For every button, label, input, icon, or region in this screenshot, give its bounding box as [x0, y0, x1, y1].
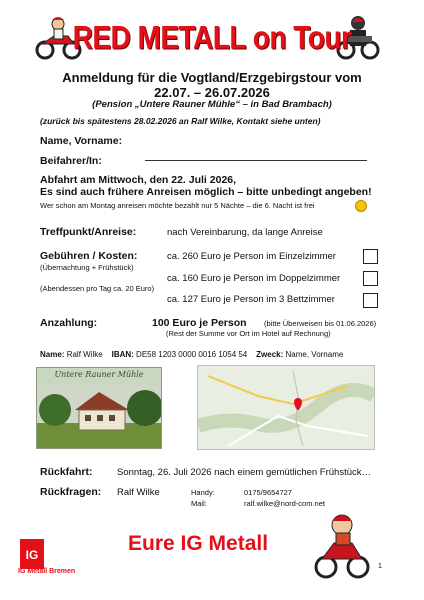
montag-note: Wer schon am Montag anreisen möchte bezahlt nur 5 Nächte – die 6. Nacht ist frei [40, 201, 315, 210]
name-label: Name, Vorname: [40, 135, 123, 147]
rueckfahrt-label: Rückfahrt: [40, 466, 93, 478]
footer-slogan: Eure IG Metall [128, 532, 269, 555]
price-3-bettzimmer: ca. 127 Euro je Person im 3 Bettzimmer [167, 294, 335, 305]
bank-name-value: Ralf Wilke [66, 350, 103, 359]
abfahrt-line-1: Abfahrt am Mittwoch, den 22. Juli 2026, [40, 174, 237, 186]
abendessen-note: (Abendessen pro Tag ca. 20 Euro) [40, 284, 155, 293]
handy-label: Handy: [191, 488, 215, 497]
pension-photo [36, 367, 162, 449]
iban-label: IBAN: [111, 350, 134, 359]
anzahlung-note: (bitte Überweisen bis 01.06.2026) [264, 319, 377, 328]
heading-line-1: Anmeldung für die Vogtland/Erzgebirgstour vom [62, 70, 362, 85]
gebuehren-label: Gebühren / Kosten: [40, 250, 138, 262]
price-einzelzimmer: ca. 260 Euro je Person im Einzelzimmer [167, 251, 336, 262]
zweck-label: Zweck: [256, 350, 284, 359]
beifahrer-label: Beifahrer/In: [40, 155, 102, 167]
rest-note: (Rest der Summe vor Ort im Hotel auf Rechnung) [166, 329, 331, 338]
rueckfahrt-value: Sonntag, 26. Juli 2026 nach einem gemütlichen Frühstück… [117, 467, 372, 478]
mail-value[interactable]: ralf.wilke@nord-com.net [244, 499, 325, 508]
gebuehren-sub: (Übernachtung + Frühstück) [40, 263, 134, 272]
photo-caption: Untere Rauner Mühle [54, 370, 144, 379]
smiley-icon [355, 200, 367, 212]
einzelzimmer-checkbox[interactable] [363, 249, 378, 264]
ig-metall-logo [18, 537, 114, 582]
treffpunkt-label: Treffpunkt/Anreise: [40, 226, 137, 238]
beifahrer-input-line[interactable] [145, 160, 367, 161]
3-bettzimmer-checkbox[interactable] [363, 293, 378, 308]
doppelzimmer-checkbox[interactable] [363, 271, 378, 286]
anzahlung-label: Anzahlung: [40, 317, 98, 329]
bank-details [40, 350, 343, 359]
price-doppelzimmer: ca. 160 Euro je Person im Doppelzimmer [167, 273, 341, 284]
ig-logo-text: IG Metall Bremen [18, 568, 76, 575]
heading-line-2: 22.07. – 26.07.2026 [154, 85, 270, 100]
abfahrt-line-2: Es sind auch frühere Anreisen möglich – bitte unbedingt angeben! [40, 186, 372, 198]
route-map [197, 365, 375, 450]
zweck-value: Name, Vorname [285, 350, 344, 359]
treffpunkt-value: nach Vereinbarung, da lange Anreise [167, 227, 323, 238]
mail-label: Mail: [191, 499, 207, 508]
bank-name-label: Name: [40, 350, 65, 359]
anzahlung-value: 100 Euro je Person [152, 317, 247, 329]
svg-text:IG: IG [25, 548, 39, 562]
page-title: RED METALL on Tour [72, 19, 352, 56]
rueckfragen-name: Ralf Wilke [117, 487, 160, 498]
biker-cartoon-footer-icon [312, 507, 370, 579]
rueckfragen-label: Rückfragen: [40, 486, 102, 498]
handy-value: 0175/9654727 [244, 488, 292, 497]
iban-value: DE58 1203 0000 0016 1054 54 [136, 350, 248, 359]
page-number: 1 [378, 563, 382, 570]
deadline-note: (zurück bis spätestens 28.02.2026 an Ralf Wilke, Kontakt siehe unten) [40, 116, 321, 126]
pension-line: (Pension „Untere Rauner Mühle“ – in Bad Brambach) [92, 99, 332, 110]
